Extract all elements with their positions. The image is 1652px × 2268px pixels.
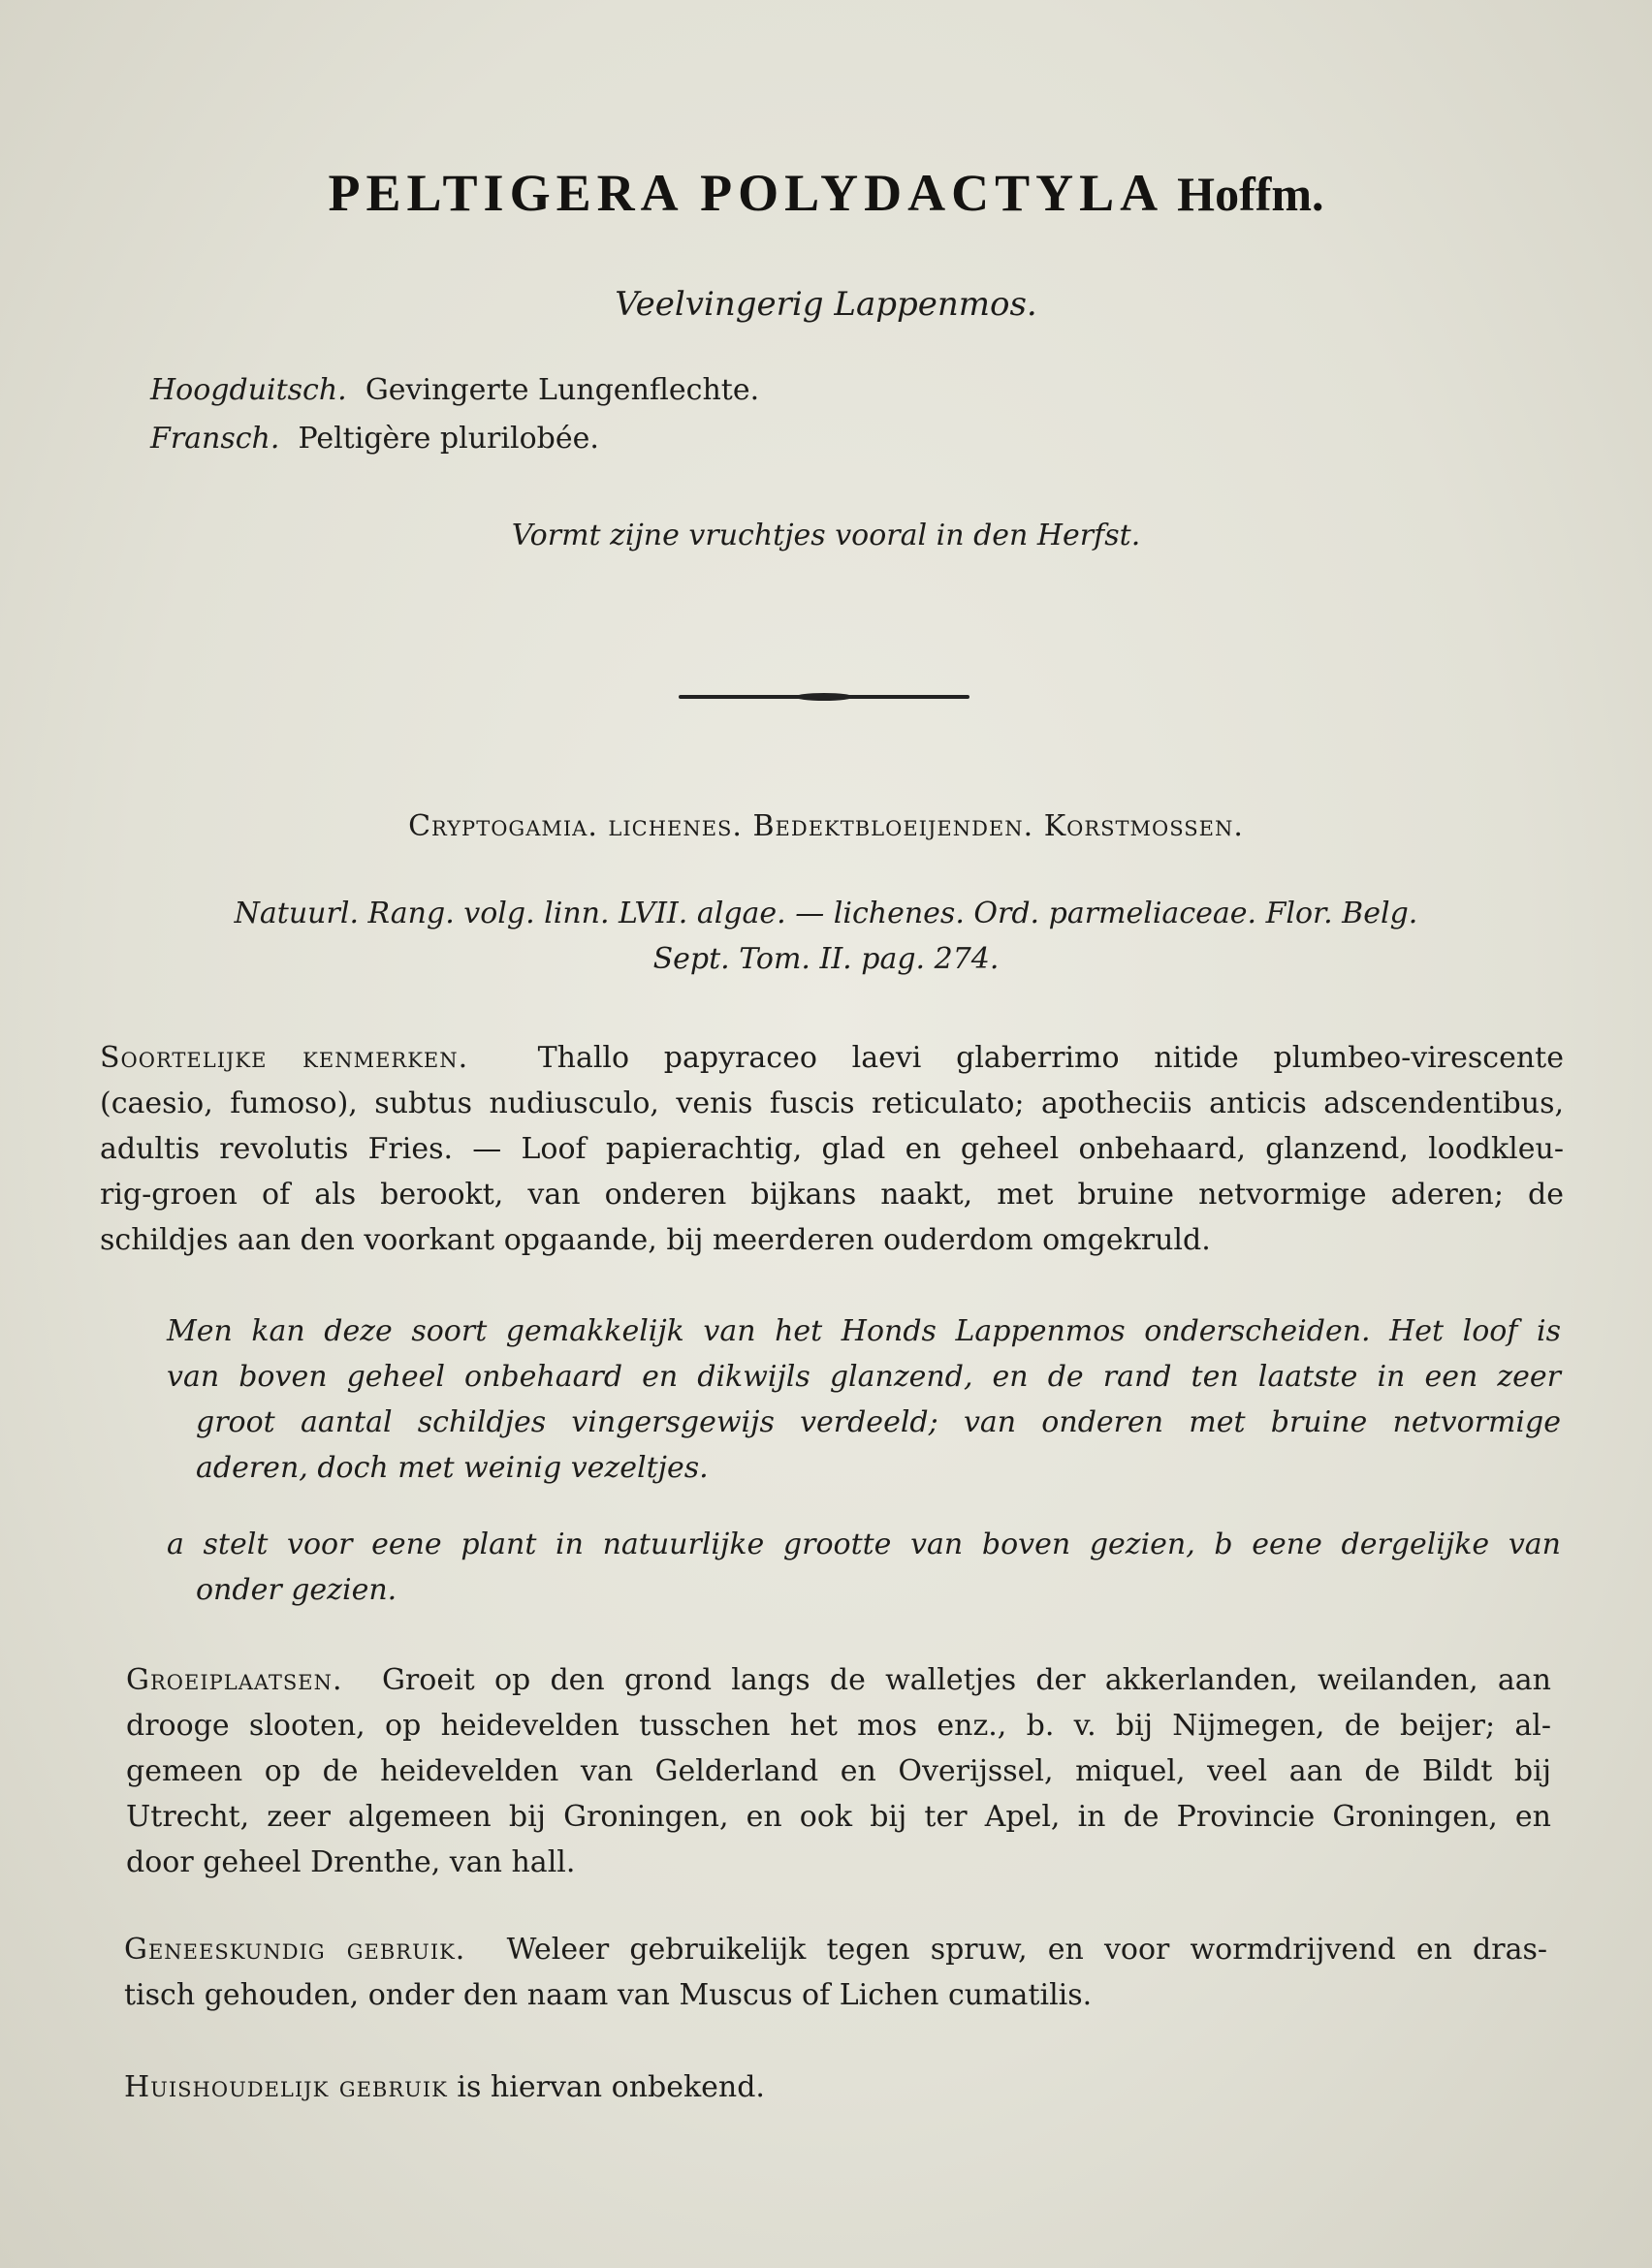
dutch-name: Veelvingerig Lappenmos. (615, 285, 1037, 324)
line-text: is hiervan onbekend. (457, 2070, 765, 2104)
lang-name: Gevingerte Lungenflechte. (365, 373, 760, 407)
line-text: Thallo papyraceo laevi glaberrimo nitide plumbeo-virescente (537, 1041, 1564, 1075)
classification-line1: Cryptogamia. lichenes. Bedektbloeijenden. Korstmossen. (408, 809, 1244, 843)
lang-name: Peltigère plurilobée. (298, 422, 599, 456)
text-line: Men kan deze soort gemakkelijk van het Honds Lappenmos onderscheiden. Het loof is (167, 1314, 1561, 1348)
text-line (126, 1657, 1551, 1703)
text-line (100, 1035, 1564, 1081)
author-name: Hoffm. (1177, 167, 1324, 221)
text-line: (caesio, fumoso), subtus nudiusculo, venis fuscis reticulato; apotheciis anticis adscendentibus, (100, 1087, 1564, 1120)
text-line: groot aantal schildjes vingersgewijs verdeeld; van onderen met bruine netvormige (196, 1405, 1561, 1439)
text-line: drooge slooten, op heidevelden tusschen het mos enz., b. v. bij Nijmegen, de beijer; al- (126, 1709, 1551, 1743)
text-line: rig-groen of als berookt, van onderen bijkans naakt, met bruine netvormige aderen; de (100, 1178, 1564, 1212)
text-line: a stelt voor eene plant in natuurlijke grootte van boven gezien, b eene dergelijke van (167, 1528, 1561, 1561)
text-line: gemeen op de heidevelden van Gelderland en Overijssel, miquel, veel aan de Bildt bij (126, 1754, 1551, 1788)
classification-line2: Natuurl. Rang. volg. linn. LVII. algae. — lichenes. Ord. parmeliaceae. Flor. Belg. (234, 897, 1418, 930)
line-text: Weleer gebruikelijk tegen spruw, en voor wormdrijvend en dras- (506, 1933, 1547, 1967)
text-line: schildjes aan den voorkant opgaande, bij meerderen ouderdom omgekruld. (100, 1223, 1211, 1257)
section-heading: Geneeskundig gebruik. (124, 1933, 466, 1967)
text-line: aderen, doch met weinig vezeltjes. (196, 1451, 709, 1485)
kenmerken-section (100, 1035, 1564, 1263)
fruiting-note: Vormt zijne vruchtjes vooral in den Herfst. (511, 519, 1141, 552)
text-line: adultis revolutis Fries. — Loof papierachtig, glad en geheel onbehaard, glanzend, loodkleu- (100, 1132, 1564, 1166)
name-german (150, 373, 759, 407)
page-title (0, 163, 1652, 223)
section-heading: Huishoudelijk gebruik (124, 2070, 448, 2104)
name-french (150, 422, 599, 456)
text-line: van boven geheel onbehaard en dikwijls glanzend, en de rand ten laatste in een zeer (167, 1360, 1561, 1394)
section-heading: Groeiplaatsen. (126, 1663, 343, 1697)
geneeskundig-section (124, 1927, 1547, 2018)
figure-explanation (167, 1522, 1561, 1613)
lang-label: Fransch. (150, 422, 280, 456)
section-heading: Soortelijke kenmerken. (100, 1041, 469, 1075)
text-line: Utrecht, zeer algemeen bij Groningen, en ook bij ter Apel, in de Provincie Groningen, en (126, 1800, 1551, 1834)
line-text: Groeit op den grond langs de walletjes der akkerlanden, weilanden, aan (381, 1663, 1551, 1697)
text-line (124, 1927, 1547, 1972)
text-line: tisch gehouden, onder den naam van Muscus of Lichen cumatilis. (124, 1978, 1093, 2012)
text-line (124, 2064, 1547, 2110)
lang-label: Hoogduitsch. (150, 373, 347, 407)
divider (679, 695, 969, 699)
huishoudelijk-section (124, 2064, 1547, 2110)
text-line: door geheel Drenthe, van hall. (126, 1845, 576, 1879)
text-line: onder gezien. (196, 1573, 397, 1607)
classification-line3: Sept. Tom. II. pag. 274. (652, 942, 1000, 976)
species-name: PELTIGERA POLYDACTYLA (328, 164, 1164, 222)
groeiplaatsen-section (126, 1657, 1551, 1885)
distinction-section (167, 1308, 1561, 1491)
